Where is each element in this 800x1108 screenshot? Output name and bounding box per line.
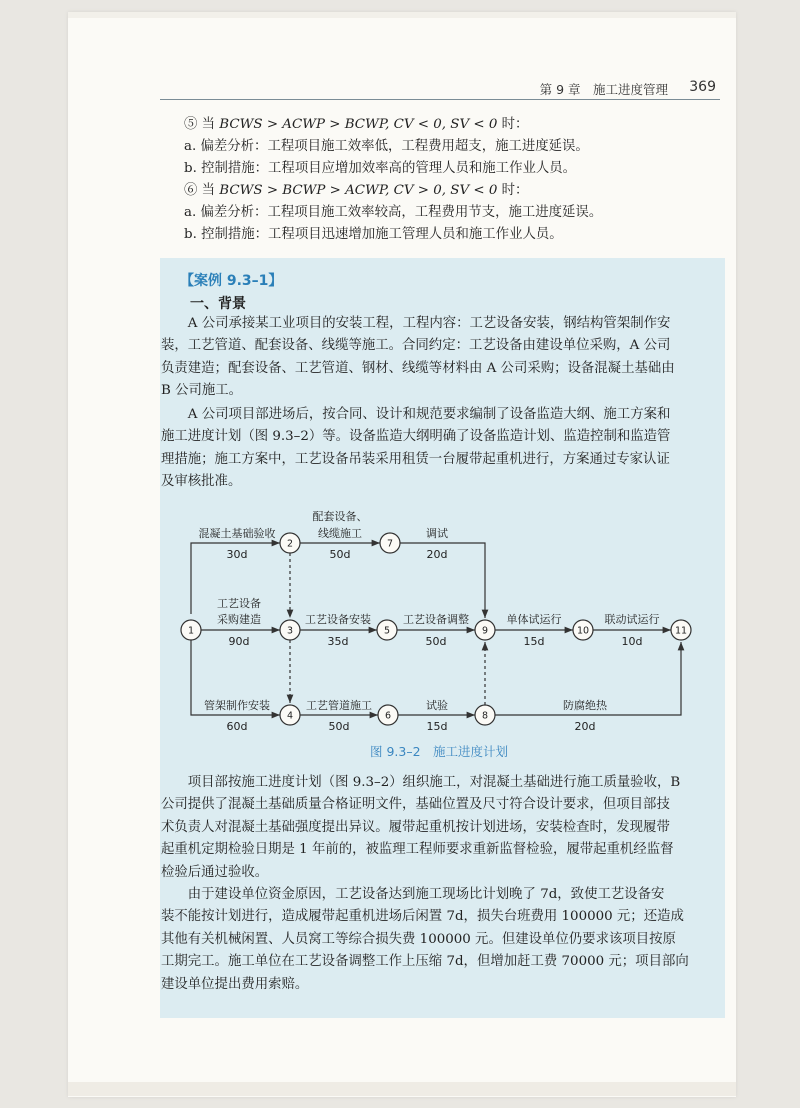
act-7-9-label: 调试 — [426, 527, 448, 540]
paragraph-2: A 公司项目部进场后，按合同、设计和规范要求编制了设备监造大纲、施工方案和 施工进度计划（图 9.3–2）等。设备监造大纲明确了设备监造计划、监造控制和监造管 理措施；施工方案中，工艺设备吊装采用租赁一台履带起重机进行，方案通过专家认证 及审核批准。 — [161, 407, 671, 490]
act-1-3-duration: 90d — [228, 635, 250, 648]
node-1-label: 1 — [187, 625, 195, 637]
node-9-label: 9 — [481, 625, 489, 637]
act-4-6-duration: 50d — [328, 720, 350, 733]
node-5-label: 5 — [383, 625, 391, 637]
act-9-10-duration: 15d — [523, 635, 545, 648]
formula-6: BCWS > BCWP > ACWP, CV > 0, SV < 0 — [219, 183, 498, 198]
running-header — [160, 78, 720, 100]
network-diagram-svg — [175, 500, 715, 735]
act-6-8-label: 试验 — [426, 699, 448, 712]
act-6-8-duration: 15d — [426, 720, 448, 733]
node-7-label: 7 — [386, 538, 394, 550]
analysis-5: a. 偏差分析：工程项目施工效率低，工程费用超支，施工进度延误。 — [184, 139, 589, 154]
analysis-6: a. 偏差分析：工程项目施工效率较高，工程费用节支，施工进度延误。 — [184, 205, 603, 220]
figure-caption: 图 9.3–2 施工进度计划 — [370, 744, 509, 759]
section-title: 一、背景 — [190, 296, 246, 312]
act-2-7-duration: 50d — [329, 548, 351, 561]
act-1-2-duration: 30d — [226, 548, 248, 561]
case-title: 【案例 9.3–1】 — [180, 273, 283, 289]
act-4-6-label: 工艺管道施工 — [306, 699, 372, 712]
act-10-11-label: 联动试运行 — [604, 613, 660, 626]
header-rule — [160, 99, 720, 100]
act-2-7-label2: 线缆施工 — [318, 527, 362, 540]
node-4-label: 4 — [286, 710, 294, 722]
intro-section — [184, 114, 724, 246]
act-1-3-label2: 采购建造 — [217, 613, 261, 626]
node-6-label: 6 — [384, 710, 392, 722]
node-2-label: 2 — [286, 538, 294, 550]
network-diagram — [175, 500, 715, 735]
act-8-11-label: 防腐绝热 — [563, 699, 607, 712]
measure-6: b. 控制措施：工程项目迅速增加施工管理人员和施工作业人员。 — [184, 227, 563, 242]
measure-5: b. 控制措施：工程项目应增加效率高的管理人员和施工作业人员。 — [184, 161, 577, 176]
act-10-11-duration: 10d — [621, 635, 643, 648]
act-7-9-duration: 20d — [426, 548, 448, 561]
node-11-label: 11 — [674, 625, 688, 637]
formula-5: BCWS > ACWP > BCWP, CV < 0, SV < 0 — [219, 117, 498, 132]
paragraph-4: 由于建设单位资金原因，工艺设备达到施工现场比计划晚了 7d，致使工艺设备安 装不能按计划进行，造成履带起重机进场后闲置 7d，损失台班费用 100000 元；还造成 其他有关机械闲置、人员窝工等综合损失费 100000 元。但建设单位仍要求该项目按原 工期完工。施工单位在工艺设备调整工作上压缩 7d，但增加赶工费 70000 元；项目部向 建设单位提出费用索赔。 — [161, 887, 689, 992]
act-1-2-label: 混凝土基础验收 — [198, 527, 276, 540]
paragraph-1: A 公司承接某工业项目的安装工程，工程内容：工艺设备安装，钢结构管架制作安 装，工艺管道、配套设备、线缆等施工。合同约定：工艺设备由建设单位采购，A 公司 负责建造；配套设备、工艺管道、钢材、线缆等材料由 A 公司采购；设备混凝土基础由 B 公司施工。 — [161, 316, 675, 399]
act-5-9-label: 工艺设备调整 — [403, 613, 469, 626]
node-3-label: 3 — [286, 625, 294, 637]
condition-6: ⑥ 当 BCWS > BCWP > ACWP, CV > 0, SV < 0 时： — [184, 183, 529, 198]
act-1-3-label: 工艺设备 — [217, 597, 261, 610]
page-number: 369 — [689, 79, 716, 95]
act-3-5-label: 工艺设备安装 — [305, 613, 371, 626]
act-3-5-duration: 35d — [327, 635, 349, 648]
node-8-label: 8 — [481, 710, 489, 722]
chapter-title: 第 9 章 施工进度管理 — [539, 82, 668, 97]
act-9-10-label: 单体试运行 — [506, 613, 562, 626]
act-1-4-label: 管架制作安装 — [204, 699, 270, 712]
act-2-7-label: 配套设备、 — [312, 510, 368, 523]
paragraph-3: 项目部按施工进度计划（图 9.3–2）组织施工，对混凝土基础进行施工质量验收，B 公司提供了混凝土基础质量合格证明文件，基础位置及尺寸符合设计要求，但项目部技 术负责人对混凝土基础强度提出异议。履带起重机按计划进场，安装检查时，发现履带 起重机定期检验日期是 1 年前的，被监理工程师要求重新监督检验，履带起重机经监督 检验后通过验收。 — [161, 775, 681, 880]
node-10-label: 10 — [576, 625, 590, 637]
act-1-4-duration: 60d — [226, 720, 248, 733]
page-top-band — [68, 12, 736, 18]
page-bottom-band — [68, 1082, 736, 1096]
act-5-9-duration: 50d — [425, 635, 447, 648]
condition-5: ⑤ 当 BCWS > ACWP > BCWP, CV < 0, SV < 0 时： — [184, 117, 529, 132]
act-8-11-duration: 20d — [574, 720, 596, 733]
